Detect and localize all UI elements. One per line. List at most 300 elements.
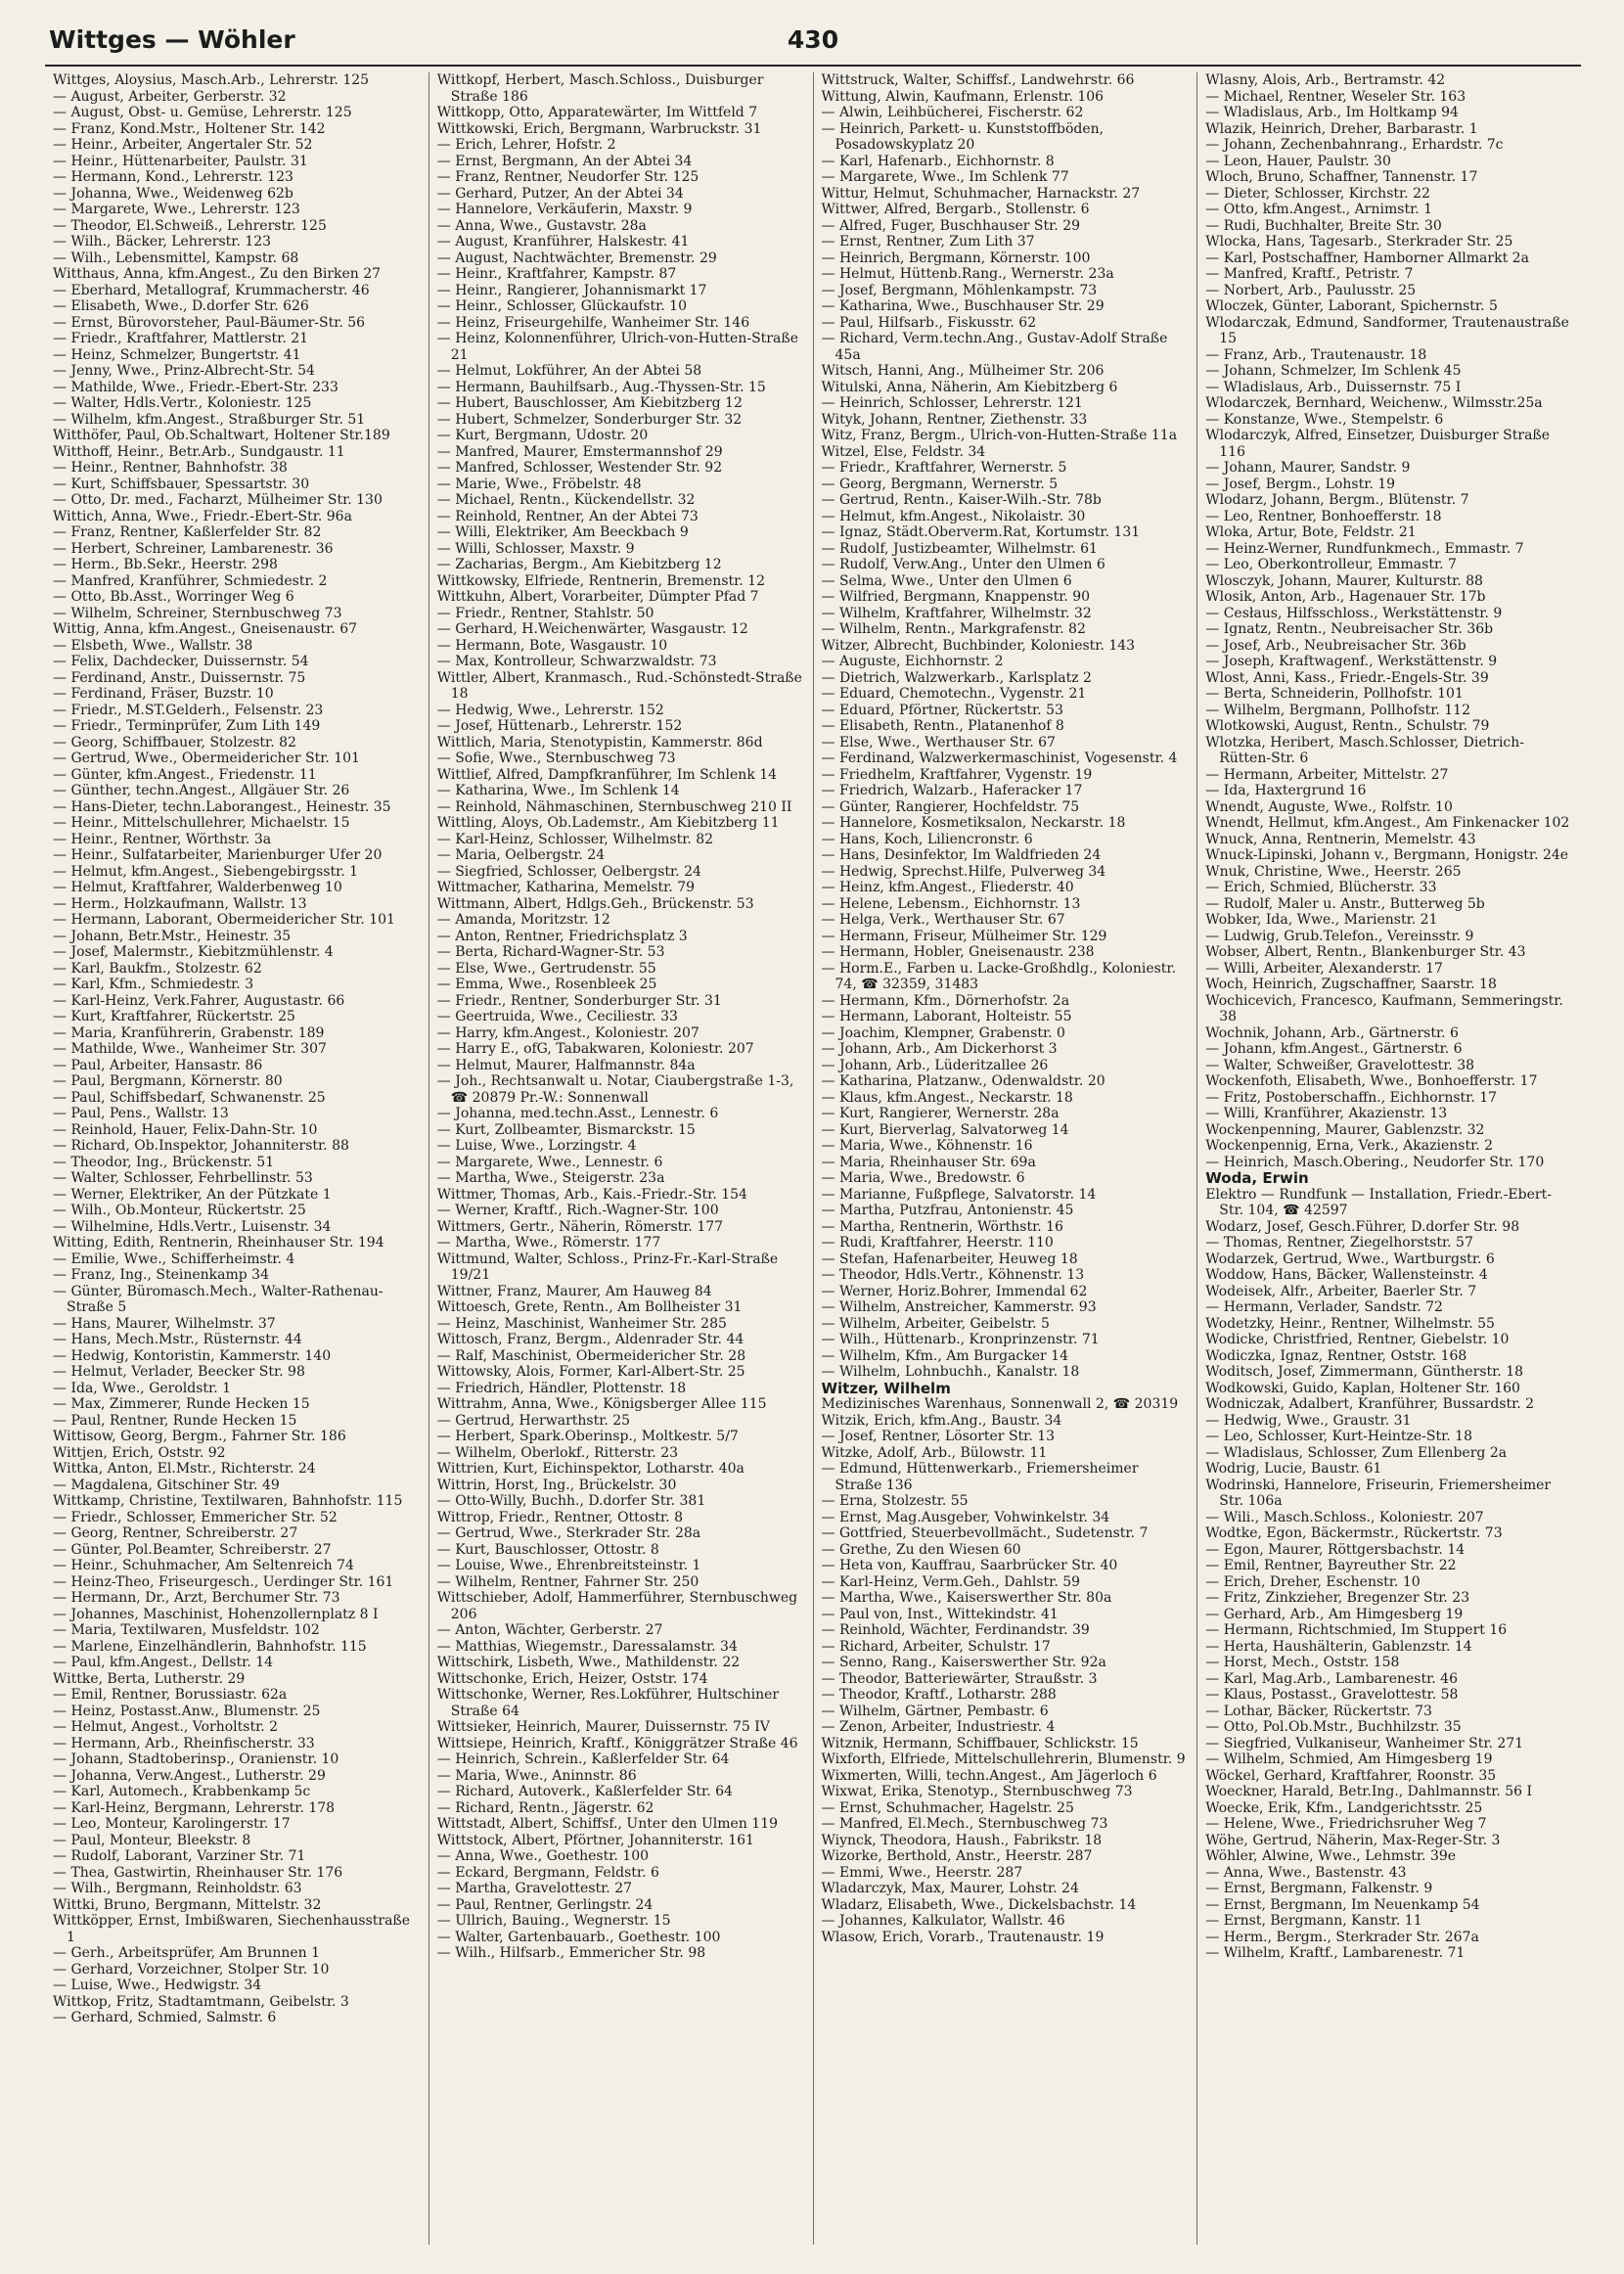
- directory-entry: — Heinrich, Bergmann, Körnerstr. 100: [821, 250, 1091, 266]
- directory-entry: — Theodor, Ing., Brückenstr. 51: [53, 1154, 275, 1170]
- directory-entry: — Anton, Wächter, Gerberstr. 27: [436, 1622, 663, 1638]
- directory-entry: — Paul von, Inst., Wittekindstr. 41: [821, 1606, 1059, 1622]
- directory-entry: Wlotzka, Heribert, Masch.Schlosser, Dietrich-Rütten-Str. 6: [1205, 734, 1525, 766]
- directory-entry: — Ludwig, Grub.Telefon., Vereinsstr. 9: [1205, 928, 1474, 944]
- directory-entry: Wlazik, Heinrich, Dreher, Barbarastr. 1: [1205, 120, 1478, 137]
- directory-entry: — Matthias, Wiegemstr., Daressalamstr. 34: [436, 1638, 738, 1655]
- directory-entry: — Wili., Masch.Schloss., Koloniestr. 207: [1205, 1509, 1484, 1525]
- directory-entry: — Norbert, Arb., Paulusstr. 25: [1205, 282, 1417, 298]
- directory-entry: — Wilh., Lebensmittel, Kampstr. 68: [53, 250, 299, 266]
- directory-entry: — Karl-Heinz, Verm.Geh., Dahlstr. 59: [821, 1573, 1081, 1590]
- directory-entry: Wittich, Anna, Wwe., Friedr.-Ebert-Str. 96a: [53, 508, 352, 524]
- directory-entry: — Wilhelmine, Hdls.Vertr., Luisenstr. 34: [53, 1218, 332, 1235]
- directory-entry: Wodniczak, Adalbert, Kranführer, Bussardstr. 2: [1205, 1396, 1535, 1412]
- directory-entry: — Anna, Wwe., Bastenstr. 43: [1205, 1864, 1407, 1881]
- directory-entry: — Grethe, Zu den Wiesen 60: [821, 1541, 1021, 1558]
- directory-entry: — Heinr., Kraftfahrer, Kampstr. 87: [436, 266, 677, 282]
- column-4: [1197, 72, 1581, 2245]
- directory-entry: — Ida, Wwe., Geroldstr. 1: [53, 1380, 231, 1396]
- directory-entry: Wöhler, Alwine, Wwe., Lehmstr. 39e: [1205, 1848, 1457, 1864]
- directory-entry: — Helmut, kfm.Angest., Siebengebirgsstr. 1: [53, 863, 359, 880]
- directory-entry: Wittmacher, Katharina, Memelstr. 79: [436, 880, 696, 895]
- directory-entry: — Manfred, Schlosser, Westender Str. 92: [436, 460, 723, 476]
- directory-entry: — Günter, Pol.Beamter, Schreiberstr. 27: [53, 1541, 332, 1558]
- directory-entry: — Edmund, Hüttenwerkarb., Friemersheimer Straße 136: [821, 1461, 1139, 1493]
- directory-entry: Wlosik, Anton, Arb., Hagenauer Str. 17b: [1205, 589, 1486, 605]
- directory-entry: — Paul, Bergmann, Körnerstr. 80: [53, 1073, 283, 1089]
- directory-entry: — Herbert, Schreiner, Lambarenestr. 36: [53, 540, 334, 557]
- directory-entry: Wittrin, Horst, Ing., Brückelstr. 30: [436, 1477, 677, 1493]
- directory-entry: — Wilhelm, Oberlokf., Ritterstr. 23: [436, 1444, 679, 1461]
- directory-entry: — Gertrud, Wwe., Sterkrader Str. 28a: [436, 1525, 701, 1541]
- directory-entry: — Gertrud, Rentn., Kaiser-Wilh.-Str. 78b: [821, 492, 1102, 508]
- directory-entry: — Johanna, Wwe., Weidenweg 62b: [53, 185, 293, 202]
- directory-entry: — Fritz, Postoberschaffn., Eichhornstr. 17: [1205, 1089, 1498, 1106]
- directory-entry: — Hubert, Schmelzer, Sonderburger Str. 32: [436, 411, 743, 428]
- directory-entry: Wodarzek, Gertrud, Wwe., Wartburgstr. 6: [1205, 1251, 1495, 1267]
- directory-entry: — Gottfried, Steuerbevollmächt., Sudetenstr. 7: [821, 1525, 1149, 1541]
- directory-entry: — Harry, kfm.Angest., Koloniestr. 207: [436, 1024, 699, 1041]
- directory-entry: — Max, Zimmerer, Runde Hecken 15: [53, 1396, 310, 1412]
- directory-entry: — Heinr., Rentner, Wörthstr. 3a: [53, 831, 272, 847]
- directory-entry: — Auguste, Eichhornstr. 2: [821, 654, 1004, 669]
- directory-entry: — Katharina, Wwe., Im Schlenk 14: [436, 783, 680, 798]
- directory-entry: — Willi, Schlosser, Maxstr. 9: [436, 540, 635, 557]
- directory-entry: — Georg, Rentner, Schreiberstr. 27: [53, 1525, 298, 1541]
- directory-entry: Wittisow, Georg, Bergm., Fahrner Str. 186: [53, 1429, 346, 1444]
- directory-entry: — Joachim, Klempner, Grabenstr. 0: [821, 1024, 1065, 1041]
- directory-entry: — Otto-Willy, Buchh., D.dorfer Str. 381: [436, 1493, 706, 1509]
- directory-entry: — Klaus, Postasst., Gravelottestr. 58: [1205, 1687, 1459, 1703]
- directory-entry: Wlotkowski, August, Rentn., Schulstr. 79: [1205, 718, 1490, 734]
- directory-entry: — Anton, Rentner, Friedrichsplatz 3: [436, 928, 688, 944]
- directory-entry: — Herbert, Spark.Oberinsp., Moltkestr. 5/7: [436, 1429, 739, 1444]
- directory-entry: — Paul, Rentner, Runde Hecken 15: [53, 1412, 297, 1429]
- directory-entry: — Reinhold, Hauer, Felix-Dahn-Str. 10: [53, 1121, 318, 1138]
- directory-entry: — Ferdinand, Anstr., Duissernstr. 75: [53, 669, 306, 686]
- directory-entry: — Otto, Bb.Asst., Worringer Weg 6: [53, 589, 294, 605]
- directory-entry: Wobker, Ida, Wwe., Marienstr. 21: [1205, 912, 1438, 928]
- directory-entry: — Karl, Hafenarb., Eichhornstr. 8: [821, 153, 1055, 169]
- directory-entry: — Friedr., Rentner, Sonderburger Str. 31: [436, 992, 722, 1009]
- directory-entry: — Amanda, Moritzstr. 12: [436, 912, 610, 928]
- directory-entry: — Karl-Heinz, Verk.Fahrer, Augustastr. 66: [53, 992, 345, 1009]
- directory-entry: — Klaus, kfm.Angest., Neckarstr. 18: [821, 1089, 1073, 1106]
- directory-entry: Witzer, Albrecht, Buchbinder, Koloniestr. 143: [821, 637, 1136, 654]
- directory-entry: — Eckard, Bergmann, Feldstr. 6: [436, 1864, 659, 1881]
- directory-entry: Wlasow, Erich, Vorarb., Trautenaustr. 19: [821, 1929, 1105, 1945]
- directory-entry: — Rudi, Buchhalter, Breite Str. 30: [1205, 217, 1442, 234]
- directory-entry: — Josef, Rentner, Lösorter Str. 13: [821, 1429, 1056, 1444]
- directory-entry: Woecke, Erik, Kfm., Landgerichtsstr. 25: [1205, 1799, 1483, 1816]
- directory-entry: Witzel, Else, Feldstr. 34: [821, 443, 986, 460]
- directory-entry: — Horst, Mech., Oststr. 158: [1205, 1655, 1400, 1670]
- directory-entry: — Heinr., Sulfatarbeiter, Marienburger Ufer 20: [53, 847, 383, 863]
- directory-entry: Wnuck-Lipinski, Johann v., Bergmann, Honigstr. 24e: [1205, 847, 1569, 863]
- directory-entry: — Johann, Maurer, Sandstr. 9: [1205, 460, 1411, 476]
- directory-entry: — August, Nachtwächter, Bremenstr. 29: [436, 250, 717, 266]
- directory-entry: — Thea, Gastwirtin, Rheinhauser Str. 176: [53, 1864, 343, 1881]
- directory-entry: — Horm.E., Farben u. Lacke-Großhdlg., Koloniestr. 74, ☎ 32359, 31483: [821, 960, 1177, 992]
- directory-entry: — Josef, Bergmann, Möhlenkampstr. 73: [821, 282, 1098, 298]
- directory-entry: Wittner, Franz, Maurer, Am Hauweg 84: [436, 1283, 712, 1299]
- directory-entry: — Willi, Arbeiter, Alexanderstr. 17: [1205, 960, 1443, 977]
- directory-entry: — Friedr., Rentner, Stahlstr. 50: [436, 605, 654, 621]
- directory-entry: — Kurt, Schiffsbauer, Spessartstr. 30: [53, 476, 310, 492]
- directory-entry: — Ernst, Schuhmacher, Hagelstr. 25: [821, 1799, 1074, 1816]
- directory-entry: — Marlene, Einzelhändlerin, Bahnhofstr. 115: [53, 1638, 367, 1655]
- directory-entry: — Reinhold, Wächter, Ferdinandstr. 39: [821, 1622, 1090, 1638]
- directory-entry: — Richard, Rentn., Jägerstr. 62: [436, 1799, 654, 1816]
- directory-entry: — Heinrich, Parkett- u. Kunststoffböden, Posadowskyplatz 20: [821, 120, 1105, 153]
- directory-entry: — Heinr., Schlosser, Glückaufstr. 10: [436, 298, 687, 314]
- directory-entry: Wittstock, Albert, Pförtner, Johanniterstr. 161: [436, 1832, 754, 1848]
- directory-entry: — Hedwig, Sprechst.Hilfe, Pulverweg 34: [821, 863, 1106, 880]
- directory-entry: — Maria, Kranführerin, Grabenstr. 189: [53, 1024, 325, 1041]
- directory-entry: Witzke, Adolf, Arb., Bülowstr. 11: [821, 1444, 1048, 1461]
- directory-entry: Wittges, Aloysius, Masch.Arb., Lehrerstr. 125: [53, 72, 370, 88]
- directory-entry: — Ullrich, Bauing., Wegnerstr. 15: [436, 1913, 671, 1929]
- directory-entry: — Karl, Postschaffner, Hamborner Allmarkt 2a: [1205, 250, 1529, 266]
- directory-entry: — Theodor, Kraftf., Lotharstr. 288: [821, 1687, 1057, 1703]
- directory-entry: Witznik, Hermann, Schiffbauer, Schlickstr. 15: [821, 1735, 1139, 1751]
- directory-entry: — Ernst, Rentner, Zum Lith 37: [821, 234, 1035, 250]
- directory-entry: — Harry E., ofG, Tabakwaren, Koloniestr. 207: [436, 1041, 754, 1057]
- directory-entry: — Michael, Rentner, Weseler Str. 163: [1205, 88, 1466, 105]
- directory-entry: — Paul, Rentner, Gerlingstr. 24: [436, 1896, 654, 1913]
- directory-entry: Wittka, Anton, El.Mstr., Richterstr. 24: [53, 1461, 316, 1477]
- directory-entry: — Ernst, Bergmann, Falkenstr. 9: [1205, 1881, 1433, 1896]
- directory-entry: — Heta von, Kauffrau, Saarbrücker Str. 40: [821, 1558, 1118, 1573]
- directory-entry: — Heinr., Arbeiter, Angertaler Str. 52: [53, 137, 313, 153]
- directory-entry: — Manfred, Kranführer, Schmiedestr. 2: [53, 572, 328, 589]
- directory-entry: Wochnik, Johann, Arb., Gärtnerstr. 6: [1205, 1024, 1459, 1041]
- directory-entry: — Johannes, Kalkulator, Wallstr. 46: [821, 1913, 1065, 1929]
- directory-entry: Wittoesch, Grete, Rentn., Am Bollheister 31: [436, 1299, 743, 1315]
- directory-entry: Wittsieker, Heinrich, Maurer, Duissernstr. 75 IV: [436, 1719, 770, 1735]
- directory-entry: — Richard, Verm.techn.Ang., Gustav-Adolf Straße 45a: [821, 331, 1168, 363]
- directory-entry: — Maria, Rheinhauser Str. 69a: [821, 1154, 1036, 1170]
- directory-entry: — Hermann, Arb., Rheinfischerstr. 33: [53, 1735, 315, 1751]
- directory-entry: — Wilh., Hüttenarb., Kronprinzenstr. 71: [821, 1332, 1100, 1347]
- directory-entry: — Johannes, Maschinist, Hohenzollernplatz 8 I: [53, 1606, 379, 1622]
- directory-entry: — Leo, Schlosser, Kurt-Heintze-Str. 18: [1205, 1429, 1472, 1444]
- directory-entry: — August, Kranführer, Halskestr. 41: [436, 234, 690, 250]
- directory-entry: — Helmut, Lokführer, An der Abtei 58: [436, 363, 702, 379]
- directory-entry: — Günter, Rangierer, Hochfeldstr. 75: [821, 798, 1080, 815]
- directory-entry: — August, Obst- u. Gemüse, Lehrerstr. 125: [53, 105, 352, 120]
- directory-entry: — Karl, Mag.Arb., Lambarenestr. 46: [1205, 1670, 1458, 1687]
- directory-entry: — Leon, Hauer, Paulstr. 30: [1205, 153, 1391, 169]
- directory-entry: — Wilhelm, Kfm., Am Burgacker 14: [821, 1347, 1068, 1364]
- directory-entry: — Martha, Wwe., Steigerstr. 23a: [436, 1170, 665, 1186]
- directory-entry: — Magdalena, Gitschiner Str. 49: [53, 1477, 280, 1493]
- directory-entry: — Heinr., Hüttenarbeiter, Paulstr. 31: [53, 153, 308, 169]
- directory-entry: — Gerhard, Putzer, An der Abtei 34: [436, 185, 684, 202]
- directory-entry: — Maria, Wwe., Bredowstr. 6: [821, 1170, 1025, 1186]
- directory-entry: — Hans, Desinfektor, Im Waldfrieden 24: [821, 847, 1102, 863]
- directory-entry: — Hermann, Laborant, Holteistr. 55: [821, 1009, 1072, 1024]
- directory-entry: — Elsbeth, Wwe., Wallstr. 38: [53, 637, 253, 654]
- directory-entry: Wittki, Bruno, Bergmann, Mittelstr. 32: [53, 1896, 322, 1913]
- directory-entry: Wodeisek, Alfr., Arbeiter, Baerler Str. 7: [1205, 1283, 1477, 1299]
- directory-entry: — Günther, techn.Angest., Allgäuer Str. 26: [53, 783, 350, 798]
- directory-entry: — Erich, Dreher, Eschenstr. 10: [1205, 1573, 1421, 1590]
- directory-entry: — Heinz, kfm.Angest., Fliederstr. 40: [821, 880, 1074, 895]
- directory-entry: — Mathilde, Wwe., Wanheimer Str. 307: [53, 1041, 327, 1057]
- directory-entry: — Heinr., Rangierer, Johannismarkt 17: [436, 282, 707, 298]
- directory-entry: — Friedhelm, Kraftfahrer, Vygenstr. 19: [821, 766, 1093, 783]
- directory-entry: — Franz, Rentner, Kaßlerfelder Str. 82: [53, 524, 322, 540]
- directory-entry: — Ernst, Mag.Ausgeber, Vohwinkelstr. 34: [821, 1509, 1110, 1525]
- directory-entry: — Emil, Rentner, Bayreuther Str. 22: [1205, 1558, 1457, 1573]
- directory-entry: Wittur, Helmut, Schuhmacher, Harnackstr. 27: [821, 185, 1141, 202]
- directory-entry: Wittkopp, Otto, Apparatewärter, Im Wittfeld 7: [436, 105, 758, 120]
- directory-entry: Witsch, Hanni, Ang., Mülheimer Str. 206: [821, 363, 1105, 379]
- directory-entry: Wittmers, Gertr., Näherin, Römerstr. 177: [436, 1218, 724, 1235]
- directory-entry: — Berta, Richard-Wagner-Str. 53: [436, 944, 665, 960]
- directory-entry: Wockenfoth, Elisabeth, Wwe., Bonhoefferstr. 17: [1205, 1073, 1538, 1089]
- directory-entry: Wodtke, Egon, Bäckermstr., Rückertstr. 73: [1205, 1525, 1503, 1541]
- directory-entry: — Paul, Hilfsarb., Fiskusstr. 62: [821, 314, 1037, 331]
- directory-entry: — Johann, Arb., Lüderitzallee 26: [821, 1057, 1049, 1073]
- directory-entry: Wlost, Anni, Kass., Friedr.-Engels-Str. 39: [1205, 669, 1489, 686]
- directory-entry: — Berta, Schneiderin, Pollhofstr. 101: [1205, 686, 1464, 702]
- directory-entry: — Wilhelm, Gärtner, Pembastr. 6: [821, 1703, 1049, 1719]
- directory-entry: — Erich, Schmied, Blücherstr. 33: [1205, 880, 1437, 895]
- directory-entry: — Cesłaus, Hilfsschloss., Werkstättenstr. 9: [1205, 605, 1503, 621]
- directory-entry: Wladarczyk, Max, Maurer, Lohstr. 24: [821, 1881, 1079, 1896]
- directory-entry: Wodarz, Josef, Gesch.Führer, D.dorfer Str. 98: [1205, 1218, 1520, 1235]
- directory-entry: — Karl-Heinz, Bergmann, Lehrerstr. 178: [53, 1799, 336, 1816]
- directory-entry: — Stefan, Hafenarbeiter, Heuweg 18: [821, 1251, 1078, 1267]
- directory-entry: — Herta, Haushälterin, Gablenzstr. 14: [1205, 1638, 1472, 1655]
- directory-entry: Wixforth, Elfriede, Mittelschullehrerin, Blumenstr. 9: [821, 1751, 1186, 1767]
- directory-entry: — Gerhard, Vorzeichner, Stolper Str. 10: [53, 1961, 330, 1978]
- directory-entry: — Emma, Wwe., Rosenbleek 25: [436, 977, 657, 992]
- directory-entry: — Franz, Rentner, Neudorfer Str. 125: [436, 169, 699, 185]
- directory-entry: — Siegfried, Schlosser, Oelbergstr. 24: [436, 863, 701, 880]
- directory-entry: Wittstruck, Walter, Schiffsf., Landwehrstr. 66: [821, 72, 1135, 88]
- directory-entry: — Hans, Mech.Mstr., Rüsternstr. 44: [53, 1332, 302, 1347]
- directory-entry: — Ignaz, Städt.Oberverm.Rat, Kortumstr. 131: [821, 524, 1141, 540]
- directory-entry: — Jenny, Wwe., Prinz-Albrecht-Str. 54: [53, 363, 315, 379]
- directory-entry: — Karl, Kfm., Schmiedestr. 3: [53, 977, 254, 992]
- directory-entry: — Wilhelm, Anstreicher, Kammerstr. 93: [821, 1299, 1097, 1315]
- directory-entry: — Wladislaus, Arb., Im Holtkamp 94: [1205, 105, 1459, 120]
- directory-entry: Wityk, Johann, Rentner, Ziethenstr. 33: [821, 411, 1088, 428]
- directory-entry: — Helmut, kfm.Angest., Nikolaistr. 30: [821, 508, 1086, 524]
- directory-entry: — Gerhard, Arb., Am Himgesberg 19: [1205, 1606, 1464, 1622]
- directory-entry: — Paul, Arbeiter, Hansastr. 86: [53, 1057, 263, 1073]
- directory-entry: Wlodarczak, Edmund, Sandformer, Trautenaustraße 15: [1205, 314, 1569, 346]
- directory-entry: — Otto, Pol.Ob.Mstr., Buchhilzstr. 35: [1205, 1719, 1462, 1735]
- directory-entry: — Rudolf, Justizbeamter, Wilhelmstr. 61: [821, 540, 1098, 557]
- directory-entry: Wodicke, Christfried, Rentner, Giebelstr. 10: [1205, 1332, 1510, 1347]
- directory-entry: — Hermann, Hobler, Gneisenaustr. 238: [821, 944, 1095, 960]
- directory-entry: — Theodor, Hdls.Vertr., Köhnenstr. 13: [821, 1267, 1085, 1283]
- directory-entry: — Johanna, med.techn.Asst., Lennestr. 6: [436, 1106, 719, 1121]
- directory-entry: — Manfred, El.Mech., Sternbuschweg 73: [821, 1816, 1108, 1832]
- directory-entry: Wlodarczyk, Alfred, Einsetzer, Duisburger Straße 116: [1205, 428, 1551, 460]
- directory-entry: — Margarete, Wwe., Im Schlenk 77: [821, 169, 1069, 185]
- directory-entry: Wodkowski, Guido, Kaplan, Holtener Str. 160: [1205, 1380, 1520, 1396]
- directory-entry: — Kurt, Bierverlag, Salvatorweg 14: [821, 1121, 1069, 1138]
- directory-entry: — Hedwig, Wwe., Graustr. 31: [1205, 1412, 1412, 1429]
- directory-entry: — Walter, Schlosser, Fehrbellinstr. 53: [53, 1170, 313, 1186]
- directory-entry: — Hermann, Laborant, Obermeidericher Str. 101: [53, 912, 395, 928]
- directory-entry: — Josef, Hüttenarb., Lehrerstr. 152: [436, 718, 683, 734]
- directory-entry: — Felix, Dachdecker, Duissernstr. 54: [53, 654, 309, 669]
- directory-entry: Wittkowski, Erich, Bergmann, Warbruckstr. 31: [436, 120, 762, 137]
- directory-entry: — Manfred, Kraftf., Petristr. 7: [1205, 266, 1414, 282]
- directory-entry: — Josef, Arb., Neubreisacher Str. 36b: [1205, 637, 1466, 654]
- directory-entry: — Wilh., Bergmann, Reinholdstr. 63: [53, 1881, 302, 1896]
- directory-entry: — Herm., Bergm., Sterkrader Str. 267a: [1205, 1929, 1479, 1945]
- directory-entry: — Karl, Baukfm., Stolzestr. 62: [53, 960, 262, 977]
- directory-entry: — Richard, Autoverk., Kaßlerfelder Str. 64: [436, 1784, 733, 1799]
- directory-entry: — Margarete, Wwe., Lehrerstr. 123: [53, 202, 300, 217]
- directory-entry: — Selma, Wwe., Unter den Ulmen 6: [821, 572, 1072, 589]
- directory-entry: — Martha, Gravelottestr. 27: [436, 1881, 633, 1896]
- directory-entry: — Konstanze, Wwe., Stempelstr. 6: [1205, 411, 1444, 428]
- directory-entry: — Fritz, Zinkzieher, Bregenzer Str. 23: [1205, 1590, 1470, 1606]
- directory-entry: — Wilh., Bäcker, Lehrerstr. 123: [53, 234, 272, 250]
- directory-entry: — Karl-Heinz, Schlosser, Wilhelmstr. 82: [436, 831, 714, 847]
- directory-entry: — Lothar, Bäcker, Rückertstr. 73: [1205, 1703, 1432, 1719]
- directory-entry: Wiynck, Theodora, Haush., Fabrikstr. 18: [821, 1832, 1103, 1848]
- column-3: [814, 72, 1198, 2245]
- directory-entry: — Heinz-Theo, Friseurgesch., Uerdinger Str. 161: [53, 1573, 394, 1590]
- directory-entry: — Wilhelm, Rentner, Fahrner Str. 250: [436, 1573, 699, 1590]
- directory-entry: Woditsch, Josef, Zimmermann, Güntherstr. 18: [1205, 1364, 1524, 1380]
- directory-entry: — Werner, Kraftf., Rich.-Wagner-Str. 100: [436, 1203, 719, 1218]
- directory-entry: Wittkopf, Herbert, Masch.Schloss., Duisburger Straße 186: [436, 72, 764, 105]
- directory-entry: — Willi, Elektriker, Am Beeckbach 9: [436, 524, 689, 540]
- directory-entry: — Willi, Kranführer, Akazienstr. 13: [1205, 1106, 1448, 1121]
- directory-entry: — Wilhelm, Lohnbuchh., Kanalstr. 18: [821, 1364, 1080, 1380]
- directory-entry: Wittkamp, Christine, Textilwaren, Bahnhofstr. 115: [53, 1493, 403, 1509]
- directory-entry: — Josef, Bergm., Lohstr. 19: [1205, 476, 1396, 492]
- directory-entry: — Georg, Schiffbauer, Stolzestr. 82: [53, 734, 296, 750]
- directory-entry: Wittköpper, Ernst, Imbißwaren, Siechenhausstraße 1: [53, 1913, 411, 1945]
- directory-entry: — August, Arbeiter, Gerberstr. 32: [53, 88, 287, 105]
- directory-entry: — Wilhelm, Kraftfahrer, Wilhelmstr. 32: [821, 605, 1092, 621]
- directory-entry: — Mathilde, Wwe., Friedr.-Ebert-Str. 233: [53, 379, 338, 395]
- directory-entry: — Sofie, Wwe., Sternbuschweg 73: [436, 750, 676, 766]
- directory-entry: — Gertrud, Wwe., Obermeidericher Str. 101: [53, 750, 360, 766]
- directory-entry: — Hannelore, Kosmetiksalon, Neckarstr. 18: [821, 815, 1126, 831]
- directory-entry: — Theodor, El.Schweiß., Lehrerstr. 125: [53, 217, 327, 234]
- directory-entry: — Wilhelm, Kraftf., Lambarenestr. 71: [1205, 1945, 1466, 1961]
- directory-entry: Wobser, Albert, Rentn., Blankenburger Str. 43: [1205, 944, 1526, 960]
- directory-entry: — Emil, Rentner, Borussiastr. 62a: [53, 1687, 288, 1703]
- directory-entry: — Hubert, Bauschlosser, Am Kiebitzberg 12: [436, 395, 743, 411]
- directory-entry: — Eduard, Pförtner, Rückertstr. 53: [821, 702, 1063, 718]
- directory-entry: — Johann, Stadtoberinsp., Oranienstr. 10: [53, 1751, 339, 1767]
- directory-entry: — Maria, Wwe., Köhnenstr. 16: [821, 1138, 1033, 1154]
- directory-entry: — Leo, Oberkontrolleur, Emmastr. 7: [1205, 557, 1457, 572]
- directory-entry: — Maria, Oelbergstr. 24: [436, 847, 606, 863]
- directory-entry: — Friedrich, Walzarb., Haferacker 17: [821, 783, 1083, 798]
- directory-entry: Wittkowsky, Elfriede, Rentnerin, Bremenstr. 12: [436, 572, 765, 589]
- directory-entry: — Martha, Rentnerin, Wörthstr. 16: [821, 1218, 1063, 1235]
- directory-entry: — Joseph, Kraftwagenf., Werkstättenstr. 9: [1205, 654, 1498, 669]
- directory-entry: — Georg, Bergmann, Wernerstr. 5: [821, 476, 1059, 492]
- directory-entry: — Paul, kfm.Angest., Dellstr. 14: [53, 1655, 274, 1670]
- directory-entry: — Theodor, Batteriewärter, Straußstr. 3: [821, 1670, 1098, 1687]
- directory-entry: Wittung, Alwin, Kaufmann, Erlenstr. 106: [821, 88, 1105, 105]
- directory-entry: — Wilhelm, Bergmann, Pollhofstr. 112: [1205, 702, 1470, 718]
- directory-entry: — Hans-Dieter, techn.Laborangest., Heinestr. 35: [53, 798, 391, 815]
- directory-entry: Wittschonke, Erich, Heizer, Oststr. 174: [436, 1670, 708, 1687]
- directory-entry: — Wilhelm, Rentn., Markgrafenstr. 82: [821, 621, 1086, 637]
- directory-entry: — Martha, Wwe., Römerstr. 177: [436, 1235, 661, 1251]
- directory-entry: — Senno, Rang., Kaiserswerther Str. 92a: [821, 1655, 1106, 1670]
- directory-entry: — Katharina, Platzanw., Odenwaldstr. 20: [821, 1073, 1105, 1089]
- directory-entry: Wochicevich, Francesco, Kaufmann, Semmeringstr. 38: [1205, 992, 1563, 1024]
- directory-entry: — Emmi, Wwe., Heerstr. 287: [821, 1864, 1023, 1881]
- directory-entry: Wlodarczek, Bernhard, Weichenw., Wilmsstr.25a: [1205, 395, 1543, 411]
- directory-entry: — Rudi, Kraftfahrer, Heerstr. 110: [821, 1235, 1054, 1251]
- directory-entry: Wittwer, Alfred, Bergarb., Stollenstr. 6: [821, 202, 1090, 217]
- directory-entry: — Walter, Gartenbauarb., Goethestr. 100: [436, 1929, 721, 1945]
- directory-entry: — Hans, Koch, Liliencronstr. 6: [821, 831, 1033, 847]
- directory-entry: Wodiczka, Ignaz, Rentner, Oststr. 168: [1205, 1347, 1467, 1364]
- directory-entry: Elektro — Rundfunk — Installation, Friedr.-Ebert-Str. 104, ☎ 42597: [1205, 1186, 1552, 1218]
- directory-entry: Witz, Franz, Bergm., Ulrich-von-Hutten-Straße 11a: [821, 428, 1178, 443]
- directory-entry: Wittowsky, Alois, Former, Karl-Albert-Str. 25: [436, 1364, 745, 1380]
- directory-entry: Wnuck, Anna, Rentnerin, Memelstr. 43: [1205, 831, 1476, 847]
- directory-entry: — Leo, Monteur, Karolingerstr. 17: [53, 1816, 291, 1832]
- directory-entry: — Wilfried, Bergmann, Knappenstr. 90: [821, 589, 1091, 605]
- directory-entry: Wockenpenning, Maurer, Gablenzstr. 32: [1205, 1121, 1485, 1138]
- directory-entry: — Margarete, Wwe., Lennestr. 6: [436, 1154, 663, 1170]
- directory-entry: — Hedwig, Kontoristin, Kammerstr. 140: [53, 1347, 332, 1364]
- page-number: 430: [787, 25, 839, 54]
- directory-entry: — Else, Wwe., Werthauser Str. 67: [821, 734, 1056, 750]
- directory-entry: — Franz, Kond.Mstr., Holtener Str. 142: [53, 120, 326, 137]
- directory-entry: — Hermann, Bote, Wasgaustr. 10: [436, 637, 668, 654]
- directory-entry: — Thomas, Rentner, Ziegelhorststr. 57: [1205, 1235, 1473, 1251]
- directory-entry: — Johanna, Verw.Angest., Lutherstr. 29: [53, 1767, 326, 1784]
- directory-entry: Wittmann, Albert, Hdlgs.Geh., Brückenstr. 53: [436, 895, 754, 912]
- directory-entry: — Ferdinand, Walzwerkermaschinist, Vogesenstr. 4: [821, 750, 1178, 766]
- directory-entry: — Heinr., Rentner, Bahnhofstr. 38: [53, 460, 288, 476]
- directory-entry: Wittrop, Friedr., Rentner, Ottostr. 8: [436, 1509, 683, 1525]
- directory-entry: — Helene, Wwe., Friedrichsruher Weg 7: [1205, 1816, 1487, 1832]
- directory-entry: — Anna, Wwe., Goethestr. 100: [436, 1848, 650, 1864]
- directory-entry: — Johann, Schmelzer, Im Schlenk 45: [1205, 363, 1462, 379]
- directory-entry: — Ernst, Bürovorsteher, Paul-Bäumer-Str. 56: [53, 314, 366, 331]
- directory-entry: — Katharina, Wwe., Buschhauser Str. 29: [821, 298, 1105, 314]
- directory-entry: — Elisabeth, Rentn., Platanenhof 8: [821, 718, 1064, 734]
- directory-entry: — Hannelore, Verkäuferin, Maxstr. 9: [436, 202, 693, 217]
- directory-entry: — Wilh., Ob.Monteur, Rückertstr. 25: [53, 1203, 306, 1218]
- directory-entry: — Marianne, Fußpflege, Salvatorstr. 14: [821, 1186, 1097, 1203]
- directory-entry: Wittstadt, Albert, Schiffsf., Unter den Ulmen 119: [436, 1816, 779, 1832]
- directory-entry: — Martha, Putzfrau, Antonienstr. 45: [821, 1203, 1074, 1218]
- directory-entry: — Maria, Textilwaren, Musfeldstr. 102: [53, 1622, 320, 1638]
- directory-entry: Wittsiepe, Heinrich, Kraftf., Königgrätzer Straße 46: [436, 1735, 798, 1751]
- directory-entry: — Alwin, Leihbücherei, Fischerstr. 62: [821, 105, 1084, 120]
- directory-entry: Witulski, Anna, Näherin, Am Kiebitzberg 6: [821, 379, 1118, 395]
- directory-entry: — Eduard, Chemotechn., Vygenstr. 21: [821, 686, 1087, 702]
- directory-entry: Wittschirk, Lisbeth, Wwe., Mathildenstr. 22: [436, 1655, 741, 1670]
- directory-entry: — Helene, Lebensm., Eichhornstr. 13: [821, 895, 1081, 912]
- directory-entry: Wittosch, Franz, Bergm., Aldenrader Str. 44: [436, 1332, 744, 1347]
- directory-entry: Wittlief, Alfred, Dampfkranführer, Im Schlenk 14: [436, 766, 778, 783]
